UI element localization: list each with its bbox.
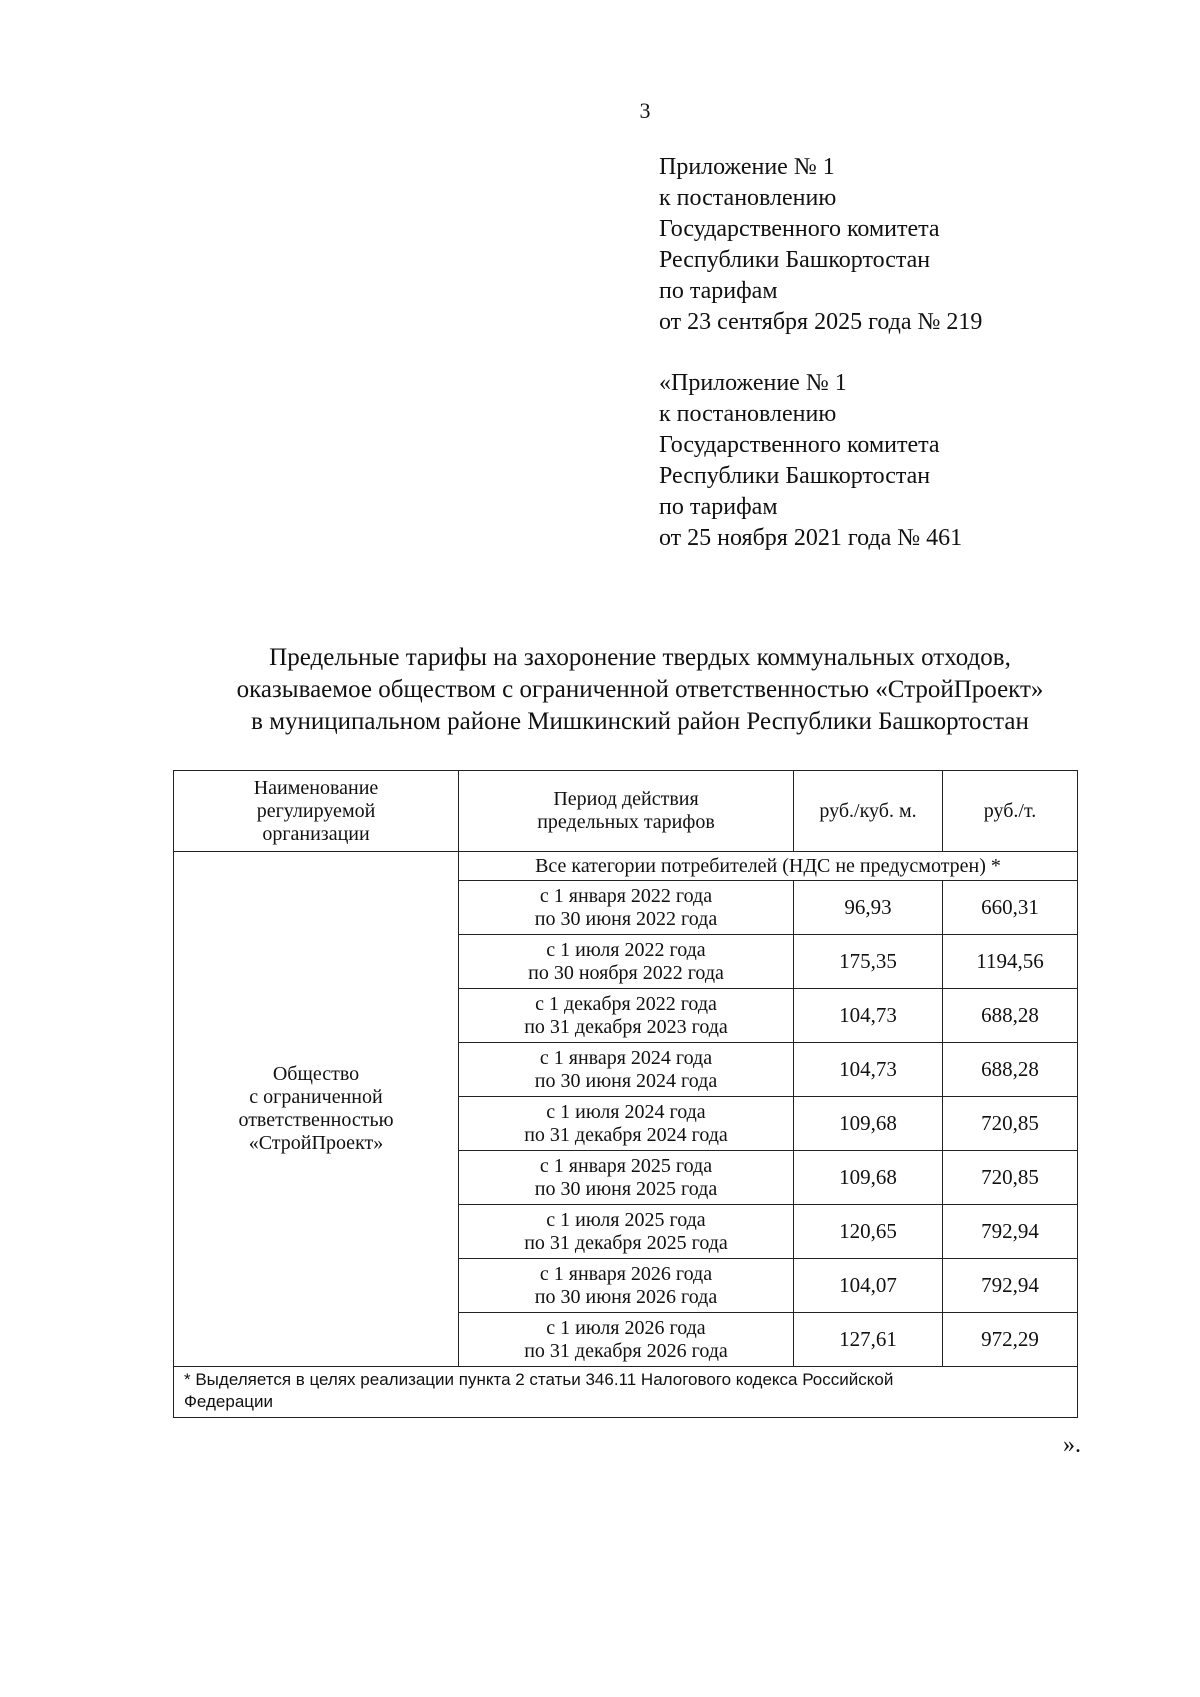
title-line: оказываемое обществом с ограниченной ответственностью «СтройПроект» [236,676,1044,703]
appendix-line: Республики Башкортостан [659,247,931,273]
appendix-line: «Приложение № 1 [659,370,847,396]
period-cell: с 1 июля 2022 года по 30 ноября 2022 года [459,935,794,989]
rub-m3-cell: 96,93 [794,881,943,935]
rub-m3-cell: 120,65 [794,1205,943,1259]
rub-m3-cell: 104,73 [794,989,943,1043]
period-cell: с 1 июля 2026 года по 31 декабря 2026 года [459,1313,794,1367]
period-cell: с 1 января 2025 года по 30 июня 2025 года [459,1151,794,1205]
rub-m3-cell: 104,73 [794,1043,943,1097]
rub-m3-cell: 104,07 [794,1259,943,1313]
appendix-line: по тарифам [659,494,778,520]
appendix-line: Государственного комитета [659,432,940,458]
period-cell: с 1 января 2024 года по 30 июня 2024 года [459,1043,794,1097]
appendix-current-reference [659,152,982,338]
rub-m3-cell: 175,35 [794,935,943,989]
appendix-original-reference [659,368,962,554]
period-cell: с 1 января 2022 года по 30 июня 2022 года [459,881,794,935]
rub-m3-cell: 127,61 [794,1313,943,1367]
category-row [174,852,1078,881]
closing-quote-mark: ». [1063,1432,1081,1458]
rub-t-cell: 720,85 [943,1097,1078,1151]
rub-t-cell: 1194,56 [943,935,1078,989]
appendix-line: Государственного комитета [659,216,940,242]
period-cell: с 1 декабря 2022 года по 31 декабря 2023 года [459,989,794,1043]
period-cell: с 1 января 2026 года по 30 июня 2026 года [459,1259,794,1313]
tariff-table [173,770,1078,1418]
rub-t-cell: 792,94 [943,1259,1078,1313]
appendix-line: от 25 ноября 2021 года № 461 [659,525,963,551]
page-number: 3 [639,98,651,123]
rub-t-cell: 660,31 [943,881,1078,935]
rub-t-cell: 688,28 [943,1043,1078,1097]
rub-m3-cell: 109,68 [794,1097,943,1151]
appendix-line: Республики Башкортостан [659,463,931,489]
rub-t-cell: 972,29 [943,1313,1078,1367]
appendix-line: от 23 сентября 2025 года № 219 [659,309,983,335]
title-line: в муниципальном районе Мишкинский район Республики Башкортостан [251,708,1029,735]
period-cell: с 1 июля 2024 года по 31 декабря 2024 года [459,1097,794,1151]
header-period: Период действия предельных тарифов [459,771,794,852]
rub-t-cell: 720,85 [943,1151,1078,1205]
rub-m3-cell: 109,68 [794,1151,943,1205]
header-organization: Наименование регулируемой организации [174,771,459,852]
appendix-line: по тарифам [659,278,778,304]
appendix-line: Приложение № 1 [659,154,835,180]
document-title [160,642,1120,738]
footnote-row [174,1367,1078,1418]
consumer-category: Все категории потребителей (НДС не предусмотрен) * [459,852,1078,881]
table-header-row [174,771,1078,852]
rub-t-cell: 792,94 [943,1205,1078,1259]
header-rub-per-ton: руб./т. [943,771,1078,852]
title-line: Предельные тарифы на захоронение твердых коммунальных отходов, [269,644,1011,671]
footnote: * Выделяется в целях реализации пункта 2 статьи 346.11 Налогового кодекса Российской Федерации [174,1367,1078,1418]
organization-cell: Общество с ограниченной ответственностью «СтройПроект» [174,852,459,1367]
rub-t-cell: 688,28 [943,989,1078,1043]
period-cell: с 1 июля 2025 года по 31 декабря 2025 года [459,1205,794,1259]
appendix-line: к постановлению [659,401,837,427]
header-rub-per-m3: руб./куб. м. [794,771,943,852]
appendix-line: к постановлению [659,185,837,211]
